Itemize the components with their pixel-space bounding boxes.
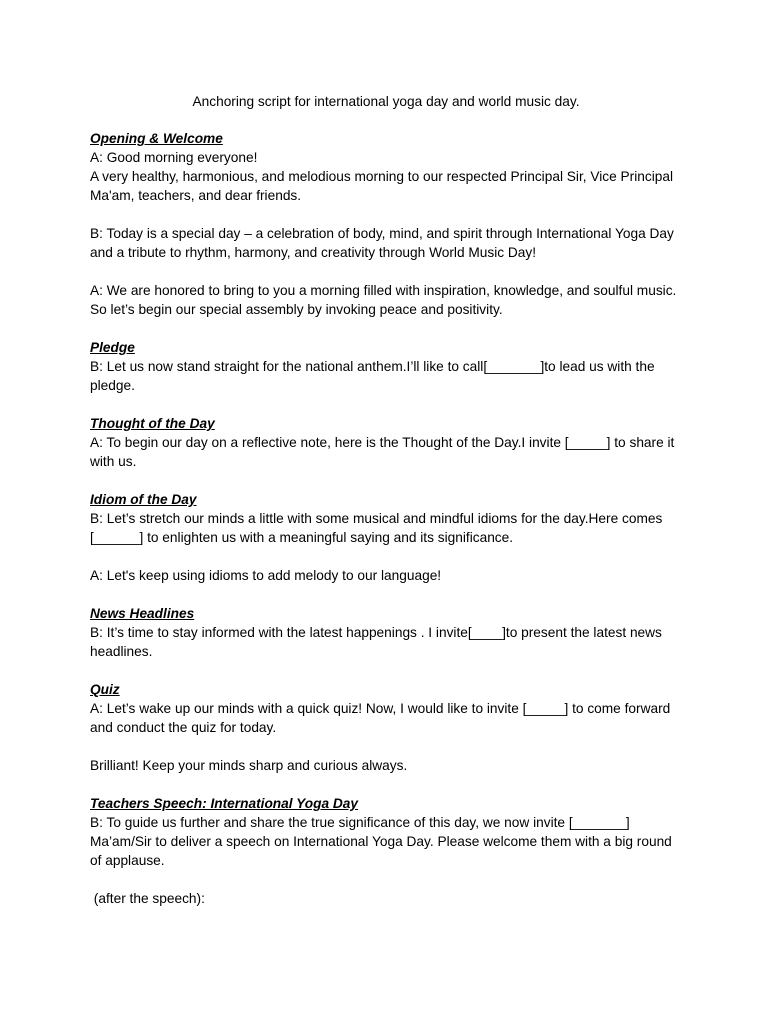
thought-paragraph: A: To begin our day on a reflective note, here is the Thought of the Day.I invite [_____] to share it with us. xyxy=(90,435,675,469)
opening-paragraph-3: A: We are honored to bring to you a morning filled with inspiration, knowledge, and soulful music. So let’s begin our special assembly by invoking peace and positivity. xyxy=(90,283,677,317)
idiom-paragraph-2: A: Let's keep using idioms to add melody to our language! xyxy=(90,568,442,583)
idiom-paragraph-1: B: Let’s stretch our minds a little with some musical and mindful idioms for the day.Here comes [______] to enlighten us with a meaningful saying and its significance. xyxy=(90,511,663,545)
section-heading-pledge: Pledge xyxy=(90,340,135,355)
document-title: Anchoring script for international yoga day and world music day. xyxy=(192,94,580,109)
section-heading-news: News Headlines xyxy=(90,606,195,621)
quiz-paragraph-2: Brilliant! Keep your minds sharp and curious always. xyxy=(90,758,408,773)
news-paragraph: B: It’s time to stay informed with the latest happenings . I invite[____]to present the latest news headlines. xyxy=(90,625,662,659)
section-heading-quiz: Quiz xyxy=(90,682,120,697)
opening-paragraph-2: B: Today is a special day – a celebration of body, mind, and spirit through International Yoga Day and a tribute to rhythm, harmony, and creativity through World Music Day! xyxy=(90,226,674,260)
opening-welcome-text: A very healthy, harmonious, and melodious morning to our respected Principal Sir, Vice Principal Ma'am, teachers, and dear friends. xyxy=(90,169,674,203)
teachers-speech-paragraph: B: To guide us further and share the true significance of this day, we now invite [_______] Ma’am/Sir to deliver a speech on International Yoga Day. Please welcome them with a big round of applause. xyxy=(90,815,672,868)
pledge-paragraph: B: Let us now stand straight for the national anthem.I’ll like to call[_______]to lead us with the pledge. xyxy=(90,359,655,393)
section-heading-thought: Thought of the Day xyxy=(90,416,215,431)
quiz-paragraph-1: A: Let’s wake up our minds with a quick quiz! Now, I would like to invite [_____] to come forward and conduct the quiz for today. xyxy=(90,701,671,735)
document-body xyxy=(90,92,682,908)
opening-greeting: A: Good morning everyone! xyxy=(90,150,258,165)
section-heading-teachers-speech: Teachers Speech: International Yoga Day xyxy=(90,796,359,811)
section-heading-opening: Opening & Welcome xyxy=(90,131,223,146)
after-speech-note: (after the speech): xyxy=(90,891,205,906)
section-heading-idiom: Idiom of the Day xyxy=(90,492,197,507)
opening-paragraph-1 xyxy=(90,148,682,205)
